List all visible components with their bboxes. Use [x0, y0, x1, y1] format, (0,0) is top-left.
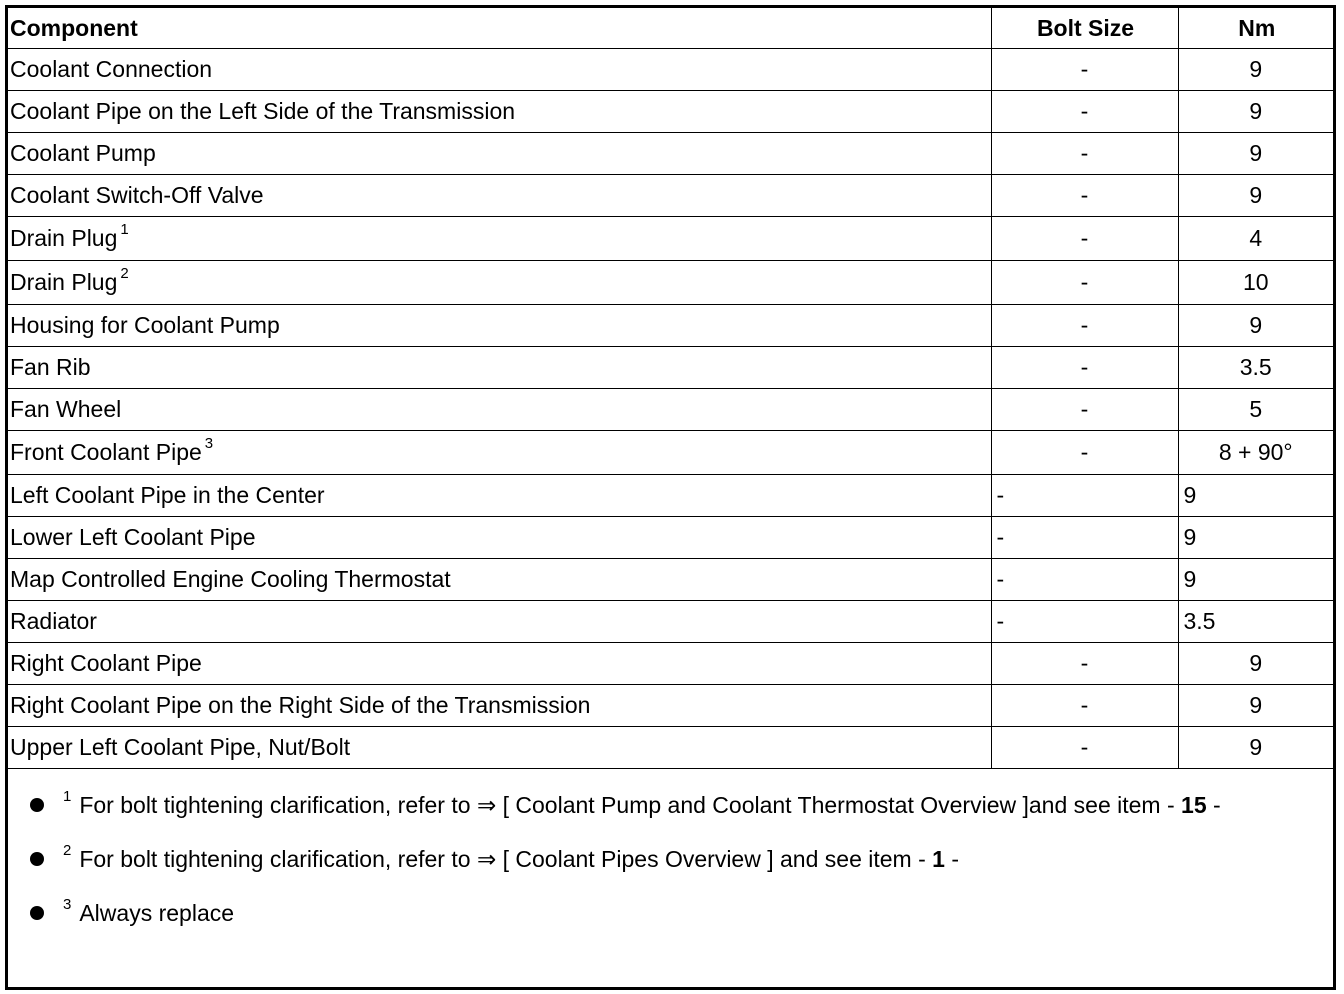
coolant-pipes-overview-link[interactable]: [ Coolant Pipes Overview ]	[502, 846, 774, 872]
component-name: Drain Plug	[10, 225, 118, 251]
component-cell: Left Coolant Pipe in the Center	[8, 475, 991, 517]
torque-cell: 9	[1178, 175, 1333, 217]
table-row	[8, 91, 1333, 133]
footnote-marker: 1	[120, 221, 129, 239]
torque-cell: 9	[1178, 643, 1333, 685]
footnote-suffix: -	[1213, 792, 1221, 818]
component-cell: Map Controlled Engine Cooling Thermostat	[8, 559, 991, 601]
table-row	[8, 133, 1333, 175]
footnote-prefix: For bolt tightening clarification, refer to	[79, 792, 471, 818]
table-row	[8, 217, 1333, 261]
component-cell: Housing for Coolant Pump	[8, 305, 991, 347]
torque-cell: 9	[1178, 685, 1333, 727]
footnote-marker: 3	[204, 435, 214, 453]
table-row	[8, 175, 1333, 217]
table-row	[8, 49, 1333, 91]
footnote-marker: 2	[120, 265, 129, 283]
bullet-icon	[30, 798, 44, 812]
item-number: 15	[1181, 792, 1207, 818]
bolt-size-cell: -	[991, 643, 1178, 685]
torque-cell: 9	[1178, 517, 1333, 559]
table-row	[8, 517, 1333, 559]
torque-cell: 9	[1178, 49, 1333, 91]
bolt-size-cell: -	[991, 175, 1178, 217]
bolt-size-cell: -	[991, 431, 1178, 475]
column-header-component: Component	[8, 8, 991, 49]
torque-cell: 5	[1178, 389, 1333, 431]
footnote-number: 1	[63, 788, 72, 806]
component-cell	[8, 431, 991, 475]
torque-cell: 9	[1178, 475, 1333, 517]
component-cell: Right Coolant Pipe on the Right Side of the Transmission	[8, 685, 991, 727]
component-cell: Coolant Connection	[8, 49, 991, 91]
footnote-2	[8, 834, 1333, 888]
bolt-size-cell: -	[991, 49, 1178, 91]
table-header-row	[8, 8, 1333, 49]
table-row	[8, 685, 1333, 727]
bolt-size-cell: -	[991, 305, 1178, 347]
footnote-1	[8, 780, 1333, 834]
footnote-text	[63, 896, 235, 927]
bolt-size-cell: -	[991, 559, 1178, 601]
component-cell	[8, 261, 991, 305]
bullet-icon	[30, 852, 44, 866]
footnotes	[8, 780, 1333, 942]
torque-cell: 4	[1178, 217, 1333, 261]
torque-spec-sheet	[5, 5, 1336, 990]
component-cell: Coolant Pump	[8, 133, 991, 175]
table-row	[8, 643, 1333, 685]
footnote-mid: and see item -	[780, 846, 926, 872]
torque-cell: 9	[1178, 91, 1333, 133]
table-row	[8, 431, 1333, 475]
torque-cell: 3.5	[1178, 347, 1333, 389]
table-row	[8, 727, 1333, 769]
component-cell: Radiator	[8, 601, 991, 643]
torque-cell: 3.5	[1178, 601, 1333, 643]
component-cell: Coolant Pipe on the Left Side of the Transmission	[8, 91, 991, 133]
bolt-size-cell: -	[991, 601, 1178, 643]
bolt-size-cell: -	[991, 91, 1178, 133]
table-row	[8, 559, 1333, 601]
footnote-text	[63, 788, 1221, 819]
footnote-text	[63, 842, 960, 873]
bolt-size-cell: -	[991, 389, 1178, 431]
component-cell: Lower Left Coolant Pipe	[8, 517, 991, 559]
table-row	[8, 601, 1333, 643]
bolt-size-cell: -	[991, 517, 1178, 559]
table-row	[8, 261, 1333, 305]
component-cell	[8, 217, 991, 261]
column-header-nm: Nm	[1178, 8, 1333, 49]
bolt-size-cell: -	[991, 217, 1178, 261]
table-row	[8, 347, 1333, 389]
bolt-size-cell: -	[991, 133, 1178, 175]
table-row	[8, 389, 1333, 431]
torque-cell: 9	[1178, 305, 1333, 347]
footnote-number: 2	[63, 842, 72, 860]
bolt-size-cell: -	[991, 347, 1178, 389]
torque-table	[8, 8, 1333, 769]
torque-cell: 8 + 90°	[1178, 431, 1333, 475]
component-cell: Right Coolant Pipe	[8, 643, 991, 685]
component-cell: Fan Wheel	[8, 389, 991, 431]
torque-cell: 9	[1178, 133, 1333, 175]
component-name: Front Coolant Pipe	[10, 439, 202, 465]
reference-arrow-icon: ⇒	[476, 793, 497, 819]
table-row	[8, 475, 1333, 517]
footnote-body: Always replace	[79, 900, 235, 926]
item-number: 1	[932, 846, 945, 872]
component-cell: Coolant Switch-Off Valve	[8, 175, 991, 217]
coolant-pump-thermostat-overview-link[interactable]: [ Coolant Pump and Coolant Thermostat Overview ]	[502, 792, 1029, 818]
bolt-size-cell: -	[991, 475, 1178, 517]
bolt-size-cell: -	[991, 727, 1178, 769]
bullet-icon	[30, 906, 44, 920]
footnote-number: 3	[63, 896, 72, 914]
footnote-3	[8, 888, 1333, 942]
reference-arrow-icon: ⇒	[476, 847, 497, 873]
component-name: Drain Plug	[10, 269, 118, 295]
table-row	[8, 305, 1333, 347]
bolt-size-cell: -	[991, 261, 1178, 305]
footnote-suffix: -	[951, 846, 960, 872]
component-cell: Fan Rib	[8, 347, 991, 389]
torque-cell: 10	[1178, 261, 1333, 305]
column-header-bolt-size: Bolt Size	[991, 8, 1178, 49]
component-cell: Upper Left Coolant Pipe, Nut/Bolt	[8, 727, 991, 769]
footnote-mid: and see item -	[1028, 792, 1175, 818]
footnote-prefix: For bolt tightening clarification, refer to	[79, 846, 471, 872]
torque-cell: 9	[1178, 559, 1333, 601]
bolt-size-cell: -	[991, 685, 1178, 727]
torque-cell: 9	[1178, 727, 1333, 769]
